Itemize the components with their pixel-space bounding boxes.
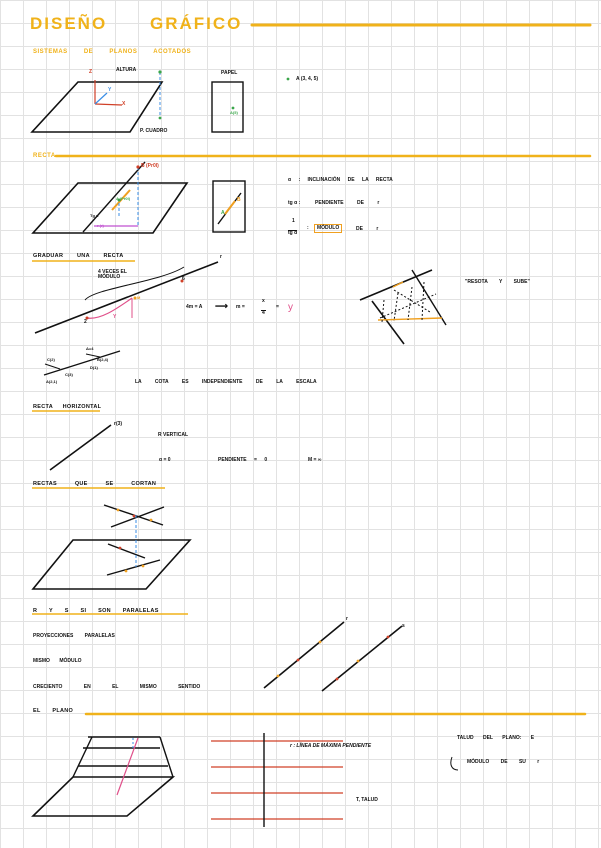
label-paper-a: A xyxy=(221,210,225,216)
section3-small-diagram xyxy=(44,351,120,375)
formula-y: y xyxy=(288,302,293,313)
section2-paper-rect xyxy=(213,181,245,232)
label-m-infinito: M = ∞ xyxy=(308,457,322,463)
label-small-c3: C(3) xyxy=(65,372,73,377)
label-linea-maxima-pendiente: r : LÍNEA DE MÁXIMA PENDIENTE xyxy=(290,743,372,749)
label-talud: T, TALUD xyxy=(356,797,378,803)
label-point-coords: A (3, 4, 5) xyxy=(296,76,319,82)
page-title-part1: DISEÑO xyxy=(30,14,108,33)
note-tg-alpha: tg α : xyxy=(288,200,301,206)
formula-arrow: ⟶ xyxy=(215,301,228,311)
label-paper-b: B xyxy=(237,197,241,203)
label-axis-z: Z xyxy=(89,69,93,75)
section7-plano-diagram xyxy=(33,737,173,816)
item-mismo-modulo: MISMO MÓDULO xyxy=(33,658,82,664)
note-cota-independiente: LA COTA ES INDEPENDIENTE DE LA ESCALA xyxy=(135,379,317,385)
label-r-paralela: r xyxy=(346,616,348,622)
note-modulo-r: MÓDULO DE SU r xyxy=(467,759,540,765)
section3-heading: GRADUAR UNA RECTA xyxy=(33,253,124,259)
label-small-c2: C(2) xyxy=(47,357,55,362)
note-colon: : xyxy=(307,225,309,231)
label-altura: ALTURA xyxy=(116,67,137,73)
label-tg-alpha: Tg α xyxy=(90,213,99,218)
label-pendiente-zero: PENDIENTE = 0 xyxy=(218,457,268,463)
label-y-mark: Y xyxy=(113,314,117,320)
formula-eq: = xyxy=(276,304,279,310)
note-pendiente: PENDIENTE DE r xyxy=(315,200,380,206)
section4-horizontal-line xyxy=(50,425,111,470)
section2-heading: RECTA xyxy=(33,153,56,159)
label-r3: r(3) xyxy=(114,421,123,427)
formula-m: m = xyxy=(236,304,245,310)
note-frac-top: 1 xyxy=(292,218,295,224)
section6-heading: R Y S SI SON PARALELAS xyxy=(33,608,159,614)
section2-recta-diagram xyxy=(33,162,187,233)
label-point-a: A (Pr0l) xyxy=(116,196,131,201)
note-modulo-box: MÓDULO xyxy=(314,224,342,233)
label-p-cuadro: P. CUADRO xyxy=(140,128,168,134)
note-modulo-rest: DE r xyxy=(356,226,379,232)
label-small-b24: B(2,4) xyxy=(97,357,109,362)
page-title-part2: GRÁFICO xyxy=(150,14,243,33)
item-proyecciones: PROYECCIONES PARALELAS xyxy=(33,633,115,639)
formula-x: x xyxy=(262,298,265,304)
label-axis-x: X xyxy=(122,101,126,107)
label-r-vertical: R VERTICAL xyxy=(158,432,188,438)
label-small-d1: D(1) xyxy=(90,365,98,370)
label-alpha-zero: α = 0 xyxy=(159,457,171,463)
label-r-proj: r (r) xyxy=(97,223,104,228)
label-small-a21: A(2,1) xyxy=(46,379,58,384)
label-small-delta: Δ=4 xyxy=(86,346,94,351)
label-paper-point: A(5) xyxy=(230,110,238,115)
section6-paralelas-diagram xyxy=(264,622,402,691)
section1-heading: SISTEMAS DE PLANOS ACOTADOS xyxy=(33,49,192,55)
formula-lhs: 4m = A xyxy=(186,304,203,310)
label-point-b: B (Pr0l) xyxy=(141,163,159,169)
section5-cortan-diagram xyxy=(33,505,190,589)
note-resta-sube: "RESOTA Y SUBE" xyxy=(465,279,530,285)
section1-plane-diagram xyxy=(32,67,162,132)
section4-heading: RECTA HORIZONTAL xyxy=(33,404,102,410)
label-s-paralela: s xyxy=(402,623,405,629)
label-axis-y: Y xyxy=(108,87,112,93)
label-veces-modulo: 4 VECES EL MÓDULO xyxy=(98,269,127,280)
note-inclinacion: α : INCLINACIÓN DE LA RECTA xyxy=(288,177,393,183)
label-6: 6 xyxy=(182,276,185,282)
label-2: 2 xyxy=(84,319,87,325)
label-m-mark: M xyxy=(137,295,141,300)
section5-heading: RECTAS QUE SE CORTAN xyxy=(33,481,157,487)
item-creciento: CRECIENTO EN EL MISMO SENTIDO xyxy=(33,684,201,690)
label-papel: PAPEL xyxy=(221,70,238,76)
note-talud-plano: TALUD DEL PLANO: E xyxy=(457,735,535,741)
section7-heading: EL PLANO xyxy=(33,708,74,714)
label-r-graduar: r xyxy=(220,254,222,260)
section1-paper-rect xyxy=(212,82,243,132)
section3-escalera-diagram xyxy=(360,270,446,344)
formula-4: 4 xyxy=(262,310,265,316)
note-frac-bottom: tg α xyxy=(288,230,298,236)
